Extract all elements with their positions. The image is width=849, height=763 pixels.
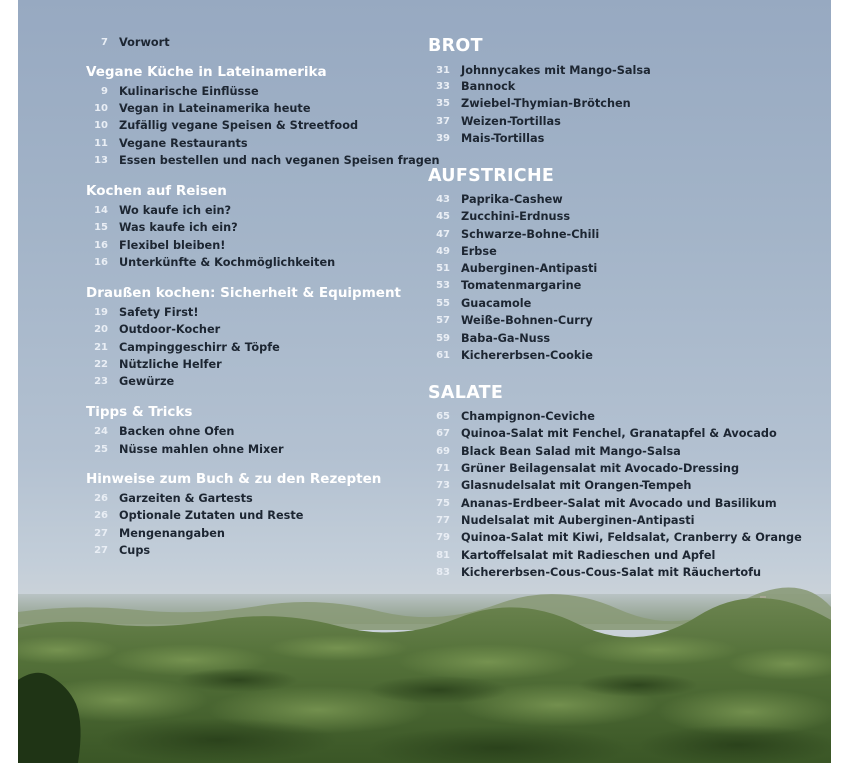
entry-title: Quinoa-Salat mit Kiwi, Feldsalat, Cranberry & Orange	[461, 531, 802, 544]
entry-title: Nüsse mahlen ohne Mixer	[119, 443, 284, 456]
entry-title: Wo kaufe ich ein?	[119, 204, 232, 217]
entry-title: Zucchini-Erdnuss	[461, 210, 571, 223]
entry-title: Safety First!	[119, 306, 199, 319]
entry-title: Baba-Ga-Nuss	[461, 332, 551, 345]
page-number: 31	[436, 65, 450, 76]
entry-title: Weizen-Tortillas	[461, 115, 561, 128]
entry-title: Vegan in Lateinamerika heute	[119, 102, 311, 115]
page-number: 81	[436, 550, 450, 561]
page-number: 33	[436, 81, 450, 92]
page-number: 7	[101, 37, 108, 48]
page-number: 27	[94, 528, 108, 539]
entry-title: Was kaufe ich ein?	[119, 221, 238, 234]
entry-title: Zwiebel-Thymian-Brötchen	[461, 97, 631, 110]
entry-title: Weiße-Bohnen-Curry	[461, 314, 593, 327]
page-number: 69	[436, 446, 450, 457]
page-number: 11	[94, 138, 108, 149]
page-number: 19	[94, 307, 108, 318]
category-heading: BROT	[428, 36, 483, 56]
entry-title: Campinggeschirr & Töpfe	[119, 341, 280, 354]
entry-title: Kichererbsen-Cous-Cous-Salat mit Räuchertofu	[461, 566, 762, 579]
entry-title: Glasnudelsalat mit Orangen-Tempeh	[461, 479, 692, 492]
section-heading: Kochen auf Reisen	[86, 183, 227, 199]
entry-title: Backen ohne Ofen	[119, 425, 235, 438]
page-number: 10	[94, 120, 108, 131]
entry-title: Outdoor-Kocher	[119, 323, 221, 336]
entry-title: Gewürze	[119, 375, 175, 388]
entry-title: Grüner Beilagensalat mit Avocado-Dressing	[461, 462, 740, 475]
entry-title: Black Bean Salad mit Mango-Salsa	[461, 445, 681, 458]
entry-title: Cups	[119, 544, 151, 557]
entry-title: Flexibel bleiben!	[119, 239, 226, 252]
entry-title: Kartoffelsalat mit Radieschen und Apfel	[461, 549, 716, 562]
entry-title: Tomatenmargarine	[461, 279, 582, 292]
page-number: 10	[94, 103, 108, 114]
page-number: 14	[94, 205, 108, 216]
entry-title: Optionale Zutaten und Reste	[119, 509, 304, 522]
page-number: 45	[436, 211, 450, 222]
entry-title: Garzeiten & Gartests	[119, 492, 253, 505]
entry-title: Nudelsalat mit Auberginen-Antipasti	[461, 514, 695, 527]
entry-title: Guacamole	[461, 297, 532, 310]
page-number: 55	[436, 298, 450, 309]
page-number: 61	[436, 350, 450, 361]
entry-title: Vegane Restaurants	[119, 137, 248, 150]
page-number: 37	[436, 116, 450, 127]
page-number: 13	[94, 155, 108, 166]
page-number: 26	[94, 510, 108, 521]
page-number: 22	[94, 359, 108, 370]
page-number: 24	[94, 426, 108, 437]
page-number: 27	[94, 545, 108, 556]
page-number: 43	[436, 194, 450, 205]
entry-title: Unterkünfte & Kochmöglichkeiten	[119, 256, 336, 269]
section-heading: Vegane Küche in Lateinamerika	[86, 64, 327, 80]
entry-title: Ananas-Erdbeer-Salat mit Avocado und Basilikum	[461, 497, 777, 510]
page-number: 16	[94, 240, 108, 251]
page-number: 9	[101, 86, 108, 97]
book-page	[18, 0, 831, 763]
page-number: 39	[436, 133, 450, 144]
category-heading: SALATE	[428, 383, 504, 403]
entry-title: Vorwort	[119, 36, 170, 49]
page-number: 67	[436, 428, 450, 439]
entry-title: Mengenangaben	[119, 527, 225, 540]
page-number: 51	[436, 263, 450, 274]
entry-title: Nützliche Helfer	[119, 358, 222, 371]
entry-title: Mais-Tortillas	[461, 132, 545, 145]
page-number: 16	[94, 257, 108, 268]
section-heading: Hinweise zum Buch & zu den Rezepten	[86, 471, 382, 487]
page-number: 25	[94, 444, 108, 455]
page-number: 83	[436, 567, 450, 578]
page-number: 49	[436, 246, 450, 257]
entry-title: Schwarze-Bohne-Chili	[461, 228, 600, 241]
entry-title: Zufällig vegane Speisen & Streetfood	[119, 119, 359, 132]
page-number: 15	[94, 222, 108, 233]
page-number: 21	[94, 342, 108, 353]
section-heading: Tipps & Tricks	[86, 404, 193, 420]
page-number: 35	[436, 98, 450, 109]
entry-title: Johnnycakes mit Mango-Salsa	[461, 64, 651, 77]
entry-title: Quinoa-Salat mit Fenchel, Granatapfel & Avocado	[461, 427, 777, 440]
page-number: 53	[436, 280, 450, 291]
page-number: 79	[436, 532, 450, 543]
entry-title: Essen bestellen und nach veganen Speisen fragen	[119, 154, 440, 167]
page-number: 57	[436, 315, 450, 326]
entry-title: Kulinarische Einflüsse	[119, 85, 259, 98]
page-number: 75	[436, 498, 450, 509]
entry-title: Paprika-Cashew	[461, 193, 563, 206]
page-number: 73	[436, 480, 450, 491]
page-number: 71	[436, 463, 450, 474]
page-number: 47	[436, 229, 450, 240]
page-number: 77	[436, 515, 450, 526]
page-number: 20	[94, 324, 108, 335]
category-heading: AUFSTRICHE	[428, 166, 555, 186]
entry-title: Champignon-Ceviche	[461, 410, 595, 423]
section-heading: Draußen kochen: Sicherheit & Equipment	[86, 285, 402, 301]
page-number: 23	[94, 376, 108, 387]
entry-title: Erbse	[461, 245, 497, 258]
page-number: 65	[436, 411, 450, 422]
page-number: 59	[436, 333, 450, 344]
entry-title: Bannock	[461, 80, 516, 93]
entry-title: Kichererbsen-Cookie	[461, 349, 593, 362]
entry-title: Auberginen-Antipasti	[461, 262, 598, 275]
page-number: 26	[94, 493, 108, 504]
